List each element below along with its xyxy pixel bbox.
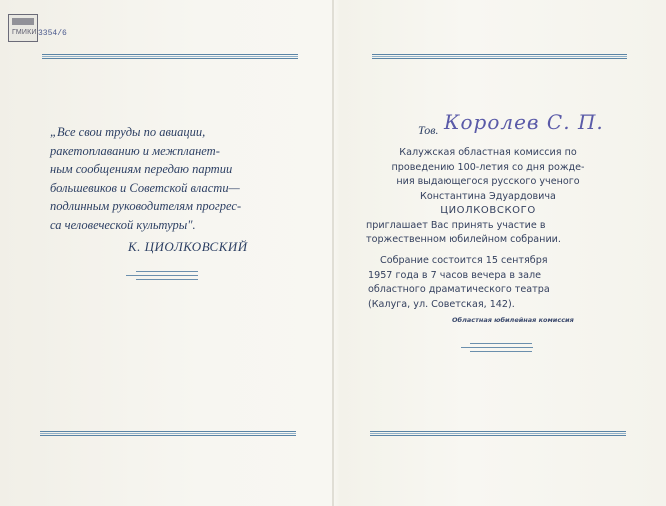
addressee-label: Тов. (418, 123, 439, 137)
quote-line: ным сообщениям передаю партии (50, 162, 233, 176)
invite-line: ния выдающегося русского ученого (396, 176, 580, 187)
signature-underline (461, 347, 533, 348)
right-bottom-rule (370, 431, 626, 436)
meeting-details (368, 254, 618, 312)
left-bottom-rule (40, 431, 296, 436)
right-top-rule (372, 54, 627, 59)
meeting-line: областного драматического театра (368, 284, 550, 295)
quote-line: большевиков и Советской власти— (50, 180, 240, 195)
commission-signature: Областная юбилейная комиссия (452, 316, 574, 324)
invite-honoree: ЦИОЛКОВСКОГО (440, 205, 536, 216)
meeting-line: Собрание состоится 15 сентября (380, 255, 548, 266)
meeting-line: (Калуга, ул. Советская, 142). (368, 298, 515, 310)
invitation-text (363, 146, 613, 248)
quote-author: К. ЦИОЛКОВСКИЙ (128, 239, 248, 254)
author-underline (136, 271, 198, 272)
author-underline (126, 275, 198, 276)
author-underline (136, 279, 198, 280)
quote-line: ракетоплаванию и межпланет- (50, 143, 220, 158)
left-top-rule (42, 54, 298, 59)
archive-code: 3354/6 (38, 29, 67, 38)
invite-line: Константина Эдуардовича (420, 190, 556, 202)
quote-line: са человеческой культуры". (50, 217, 196, 232)
recipient-name: Королев С. П. (444, 110, 604, 134)
stamp-text: ГМИКИ (12, 29, 37, 36)
invite-line: торжественном юбилейном собрании. (366, 234, 561, 245)
signature-underline (470, 343, 532, 344)
invite-line: приглашает Вас принять участие в (366, 219, 546, 231)
stamp-bar (12, 18, 34, 25)
invite-line: Калужская областная комиссия по (399, 147, 577, 158)
quote-line: подлинным руководителям прогрес- (50, 199, 242, 213)
invite-line: проведению 100-летия со дня рожде- (391, 161, 585, 173)
tsiolkovsky-quote (50, 123, 290, 234)
quote-line: „Все свои труды по авиации, (50, 125, 206, 139)
meeting-line: 1957 года в 7 часов вечера в зале (368, 269, 542, 281)
archive-stamp (8, 14, 38, 42)
page-fold (332, 0, 334, 506)
signature-underline (470, 351, 532, 352)
